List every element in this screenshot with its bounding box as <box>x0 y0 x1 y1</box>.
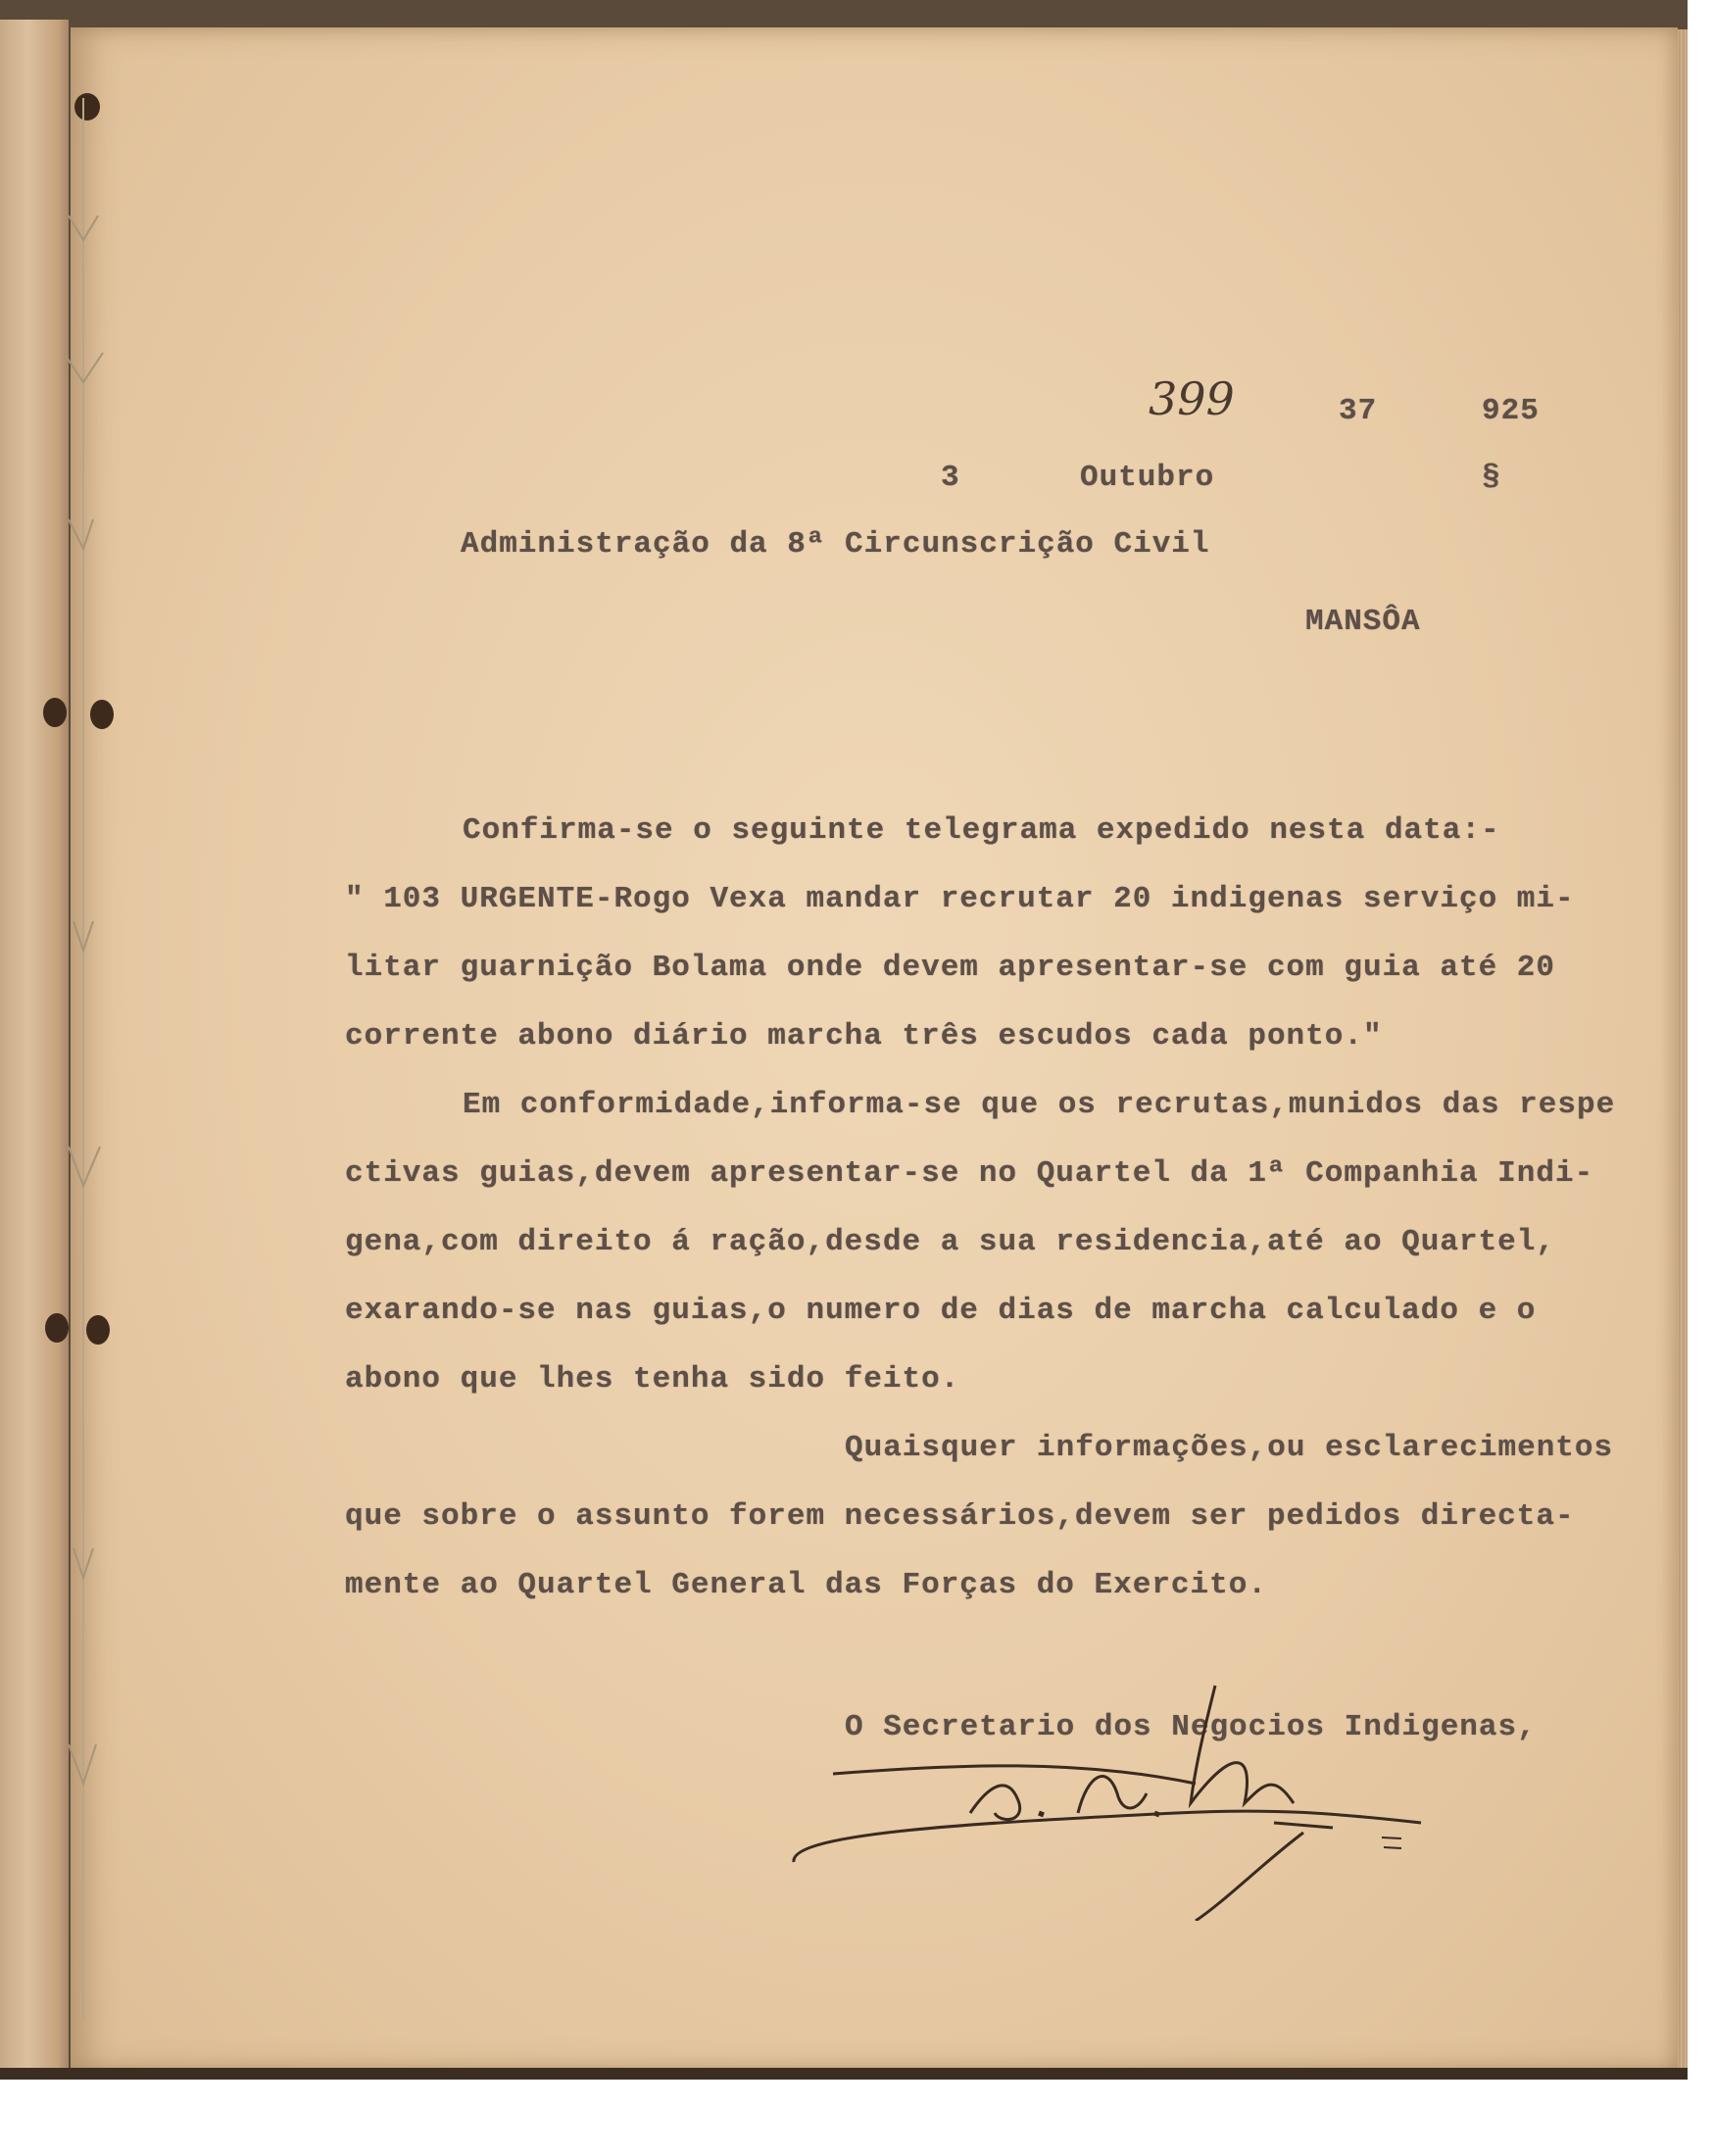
body-line: mente ao Quartel General das Forças do Exercito. <box>345 1568 1267 1602</box>
body-line: Confirma-se o seguinte telegrama expedido nesta data:- <box>463 813 1500 848</box>
section-mark: § <box>1482 461 1501 495</box>
month: Outubro <box>1080 461 1215 495</box>
body-line: exarando-se nas guias,o numero de dias de marcha calculado e o <box>345 1294 1537 1328</box>
body-line: abono que lhes tenha sido feito. <box>345 1362 960 1396</box>
day: 3 <box>941 461 960 495</box>
body-line: " 103 URGENTE-Rogo Vexa mandar recrutar 20 indigenas serviço mi- <box>345 882 1575 916</box>
body-line: gena,com direito á ração,desde a sua residencia,até ao Quartel, <box>345 1225 1555 1259</box>
handwritten-number: 399 <box>1149 372 1235 425</box>
addressee-place: MANSÔA <box>1305 605 1421 639</box>
body-line: Em conformidade,informa-se que os recrutas,munidos das respe <box>463 1088 1616 1122</box>
body-line: ctivas guias,devem apresentar-se no Quartel da 1ª Companhia Indi- <box>345 1156 1594 1191</box>
sign-off: O Secretario dos Negocios Indigenas, <box>845 1710 1537 1744</box>
body-line: corrente abono diário marcha três escudos cada ponto." <box>345 1019 1383 1054</box>
body-line: litar guarnição Bolama onde devem apresentar-se com guia até 20 <box>345 951 1555 985</box>
body-line: Quaisquer informações,ou esclarecimentos <box>845 1431 1614 1465</box>
year: 925 <box>1482 394 1540 428</box>
reference-number: 37 <box>1339 394 1378 428</box>
addressee-office: Administração da 8ª Circunscrição Civil <box>461 527 1210 562</box>
handwritten-signature <box>784 1666 1470 1921</box>
binding-thread <box>39 59 127 2038</box>
binding-shadow <box>0 2068 1688 2080</box>
body-line: que sobre o assunto forem necessários,devem ser pedidos directa- <box>345 1499 1575 1534</box>
